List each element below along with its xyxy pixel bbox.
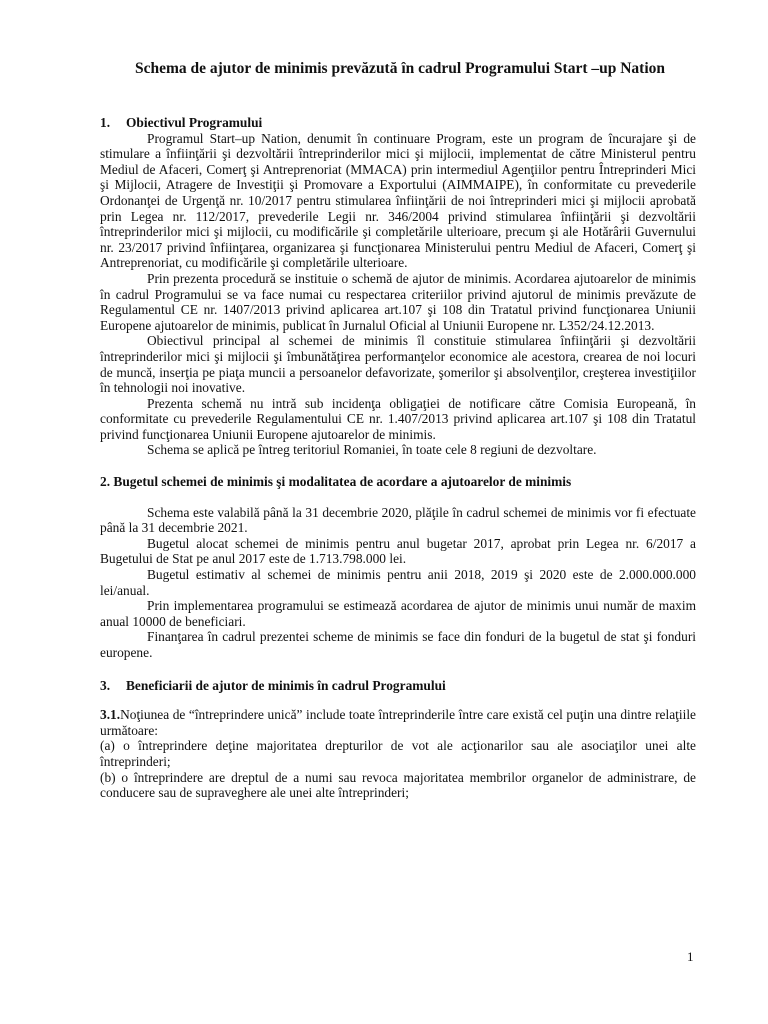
clause-3-1 <box>100 707 696 738</box>
paragraph: Schema este valabilă până la 31 decembrie 2020, plăţile în cadrul schemei de minimis vor fi efectuate până la 31 decembrie 2021. <box>100 504 696 536</box>
paragraph: Schema se aplică pe întreg teritoriul Romaniei, în toate cele 8 regiuni de dezvoltare. <box>147 442 597 458</box>
paragraph: Programul Start–up Nation, denumit în continuare Program, este un program de încurajare şi de stimulare a înfiinţării şi dezvoltării întreprinderilor mici şi mijlocii, implementat de către Ministerul pentru Mediul de Afaceri, Comerţ şi Antreprenoriat (MMACA) prin intermediul Agenţiilor pentru Întreprinderi Mici şi Mijlocii, Atragere de Investiţii şi Promovare a Exportului (AIMMAIPE), în conformitate cu prevederile Ordonanţei de Urgenţă nr. 10/2017 pentru stimularea înfiinţării de noi întreprinderi mici şi mijlocii aprobată prin Legea nr. 112/2017, prevederile Legii nr. 346/2004 privind stimularea înfiinţării şi dezvoltării întreprinderilor mici şi mijlocii, cu modificările şi completările ulterioare, precum şi ale Hotărârii Guvernului nr. 23/2017 privind înfiinţarea, organizarea şi funcţionarea Ministerului pentru Mediul de Afaceri, Comerţ şi Antreprenoriat, cu modificările şi completările ulterioare. <box>100 130 696 271</box>
section-1-title: Obiectivul Programului <box>126 115 263 130</box>
clause-number: 3.1. <box>100 707 121 723</box>
paragraph: Bugetul estimativ al schemei de minimis pentru anii 2018, 2019 şi 2020 este de 2.000.000.000 lei/anual. <box>100 567 696 598</box>
paragraph: Bugetul alocat schemei de minimis pentru anul bugetar 2017, aprobat prin Legea nr. 6/2017 a Bugetului de Stat pe anul 2017 este de 1.713.798.000 lei. <box>100 535 696 567</box>
document-title: Schema de ajutor de minimis prevăzută în cadrul Programului Start –up Nation <box>134 60 666 77</box>
paragraph: Prin prezenta procedură se instituie o schemă de ajutor de minimis. Acordarea ajutoarelor de minimis în cadrul Programului se va face numai cu respectarea criteriilor privind ajutorul de minimis prevăzute de Regulamentul CE nr. 1407/2013 privind aplicarea art.107 şi 108 din Tratatul privind funcţionarea Uniunii Europene ajutoarelor de minimis, publicat în Jurnalul Oficial al Uniunii Europene nr. L352/24.12.2013. <box>100 270 696 333</box>
section-3-title: Beneficiarii de ajutor de minimis în cadrul Programului <box>126 677 446 693</box>
list-item: (b) o întreprindere are dreptul de a numi sau revoca majoritatea membrilor organelor de administrare, de conducere sau de supraveghere ale unei alte întreprinderi; <box>100 769 696 801</box>
section-3-number: 3. <box>100 677 111 693</box>
paragraph: Obiectivul principal al schemei de minimis îl constituie stimularea înfiinţării şi dezvoltării întreprinderilor mici şi mijlocii şi îmbunătăţirea performanţelor economice ale acestora, crearea de noi locuri de muncă, inserţia pe piaţa muncii a persoanelor defavorizate, şomerilor şi absolvenţilor, creşterea investiţiilor în tehnologii noi inovative. <box>100 333 696 396</box>
document-body <box>100 115 696 801</box>
paragraph: Finanţarea în cadrul prezentei scheme de minimis se face din fonduri de la bugetul de stat şi fonduri europene. <box>100 629 696 660</box>
spacer <box>100 490 696 505</box>
page-number: 1 <box>687 949 694 964</box>
spacer <box>100 693 696 707</box>
section-2-heading: 2. Bugetul schemei de minimis şi modalitatea de acordare a ajutoarelor de minimis <box>100 474 572 490</box>
clause-text: Noţiunea de “întreprindere unică” include toate întreprinderile între care există cel puţin una dintre relaţiile următoare: <box>100 707 696 738</box>
section-1-number: 1. <box>100 115 111 130</box>
list-item: (a) o întreprindere deţine majoritatea drepturilor de vot ale acţionarilor sau ale asociaţilor unei alte întreprinderi; <box>100 738 696 769</box>
section-3-heading <box>100 678 696 694</box>
paragraph: Prezenta schemă nu intră sub incidenţa obligaţiei de notificare către Comisia Europeană, în conformitate cu prevederile Regulamentului CE nr. 1.407/2013 privind aplicarea art.107 şi 108 din Tratatul privind funcţionarea Uniunii Europene ajutoarelor de minimis. <box>100 395 696 442</box>
section-1-heading <box>100 115 696 131</box>
paragraph: Prin implementarea programului se estimează acordarea de ajutor de minimis unui număr de maxim anual 10000 de beneficiari. <box>100 598 696 629</box>
